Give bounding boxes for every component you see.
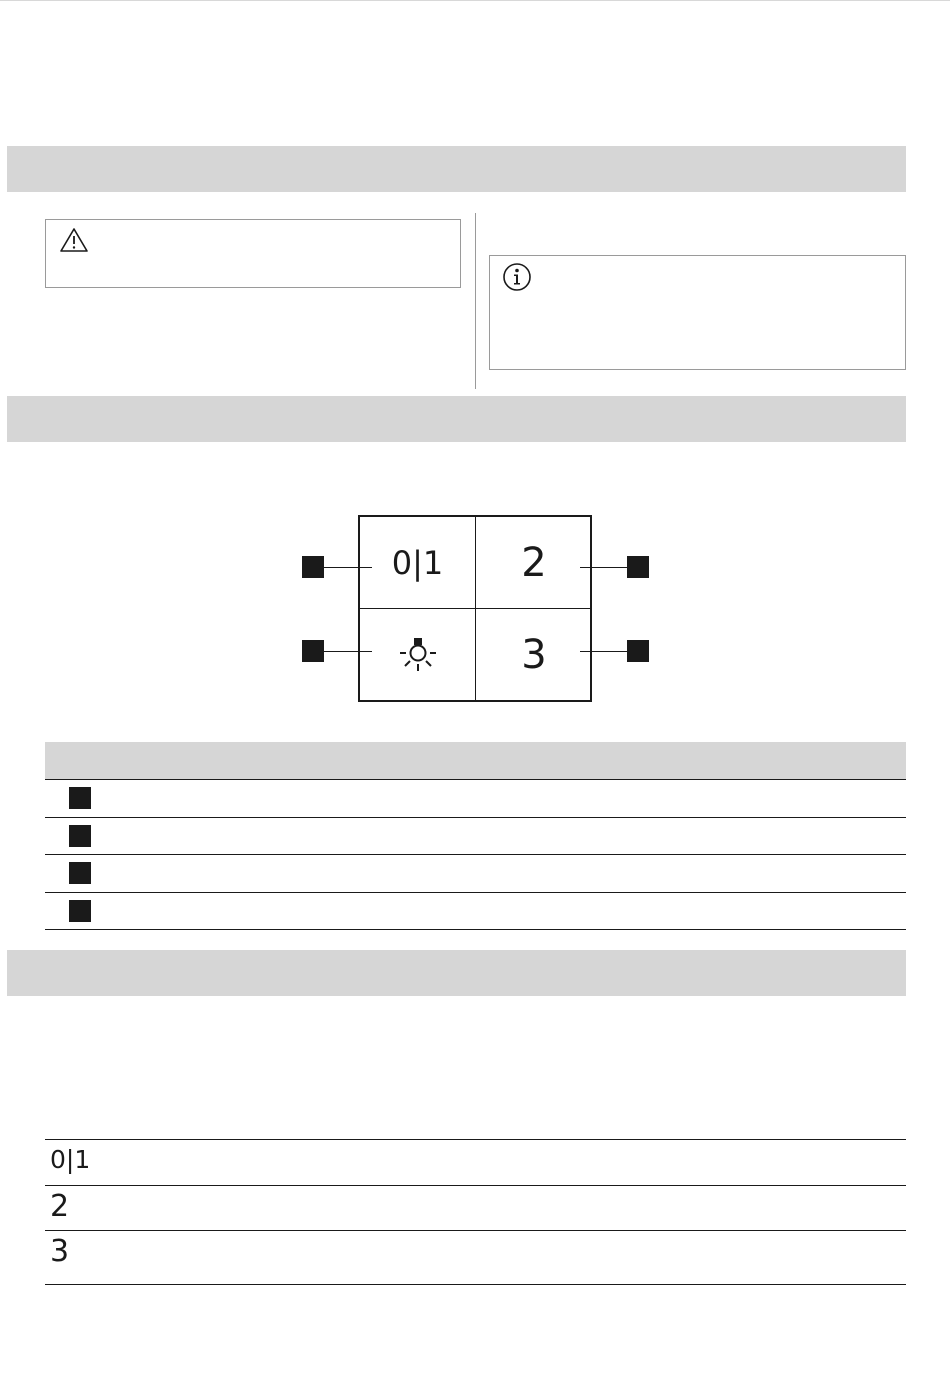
controls-table-row-marker-2 <box>69 825 91 847</box>
callout-marker-3 <box>302 640 324 662</box>
callout-leader-3 <box>324 651 372 652</box>
warning-box <box>45 219 461 288</box>
speed-2-button-label: 2 <box>521 539 547 586</box>
callout-leader-2 <box>580 567 627 568</box>
speed-2-button[interactable] <box>476 517 592 608</box>
controls-table-rule-1 <box>45 779 906 780</box>
function-symbol-speed-3: 3 <box>50 1234 70 1269</box>
function-symbol-on-off: 0|1 <box>50 1145 91 1174</box>
callout-leader-4 <box>580 651 627 652</box>
light-bulb-icon <box>396 635 440 675</box>
controls-table-rule-5 <box>45 929 906 930</box>
controls-table-rule-4 <box>45 892 906 893</box>
controls-table-row-marker-3 <box>69 862 91 884</box>
function-table-rule-2 <box>45 1185 906 1186</box>
controls-table-row-marker-4 <box>69 900 91 922</box>
light-button[interactable] <box>360 609 475 700</box>
warning-triangle-icon <box>59 227 89 253</box>
speed-3-button[interactable] <box>476 609 592 700</box>
function-table-rule-1 <box>45 1139 906 1140</box>
on-off-button-label: 0|1 <box>391 543 444 582</box>
top-rule <box>0 0 950 1</box>
function-symbol-speed-2: 2 <box>50 1189 70 1224</box>
speed-3-button-label: 3 <box>521 631 547 678</box>
callout-leader-1 <box>324 567 372 568</box>
section-header-band-1 <box>7 146 906 192</box>
info-circle-icon <box>502 262 532 292</box>
callout-marker-2 <box>627 556 649 578</box>
on-off-button[interactable] <box>360 517 475 608</box>
controls-table-header <box>45 742 906 779</box>
callout-marker-1 <box>302 556 324 578</box>
section-header-band-3 <box>7 950 906 996</box>
column-divider <box>475 213 476 389</box>
function-table-rule-3 <box>45 1230 906 1231</box>
control-panel <box>358 515 592 702</box>
info-box <box>489 255 906 370</box>
section-header-band-2 <box>7 396 906 442</box>
function-table-rule-4 <box>45 1284 906 1285</box>
controls-table-row-marker-1 <box>69 787 91 809</box>
controls-table-rule-2 <box>45 817 906 818</box>
controls-table-rule-3 <box>45 854 906 855</box>
callout-marker-4 <box>627 640 649 662</box>
